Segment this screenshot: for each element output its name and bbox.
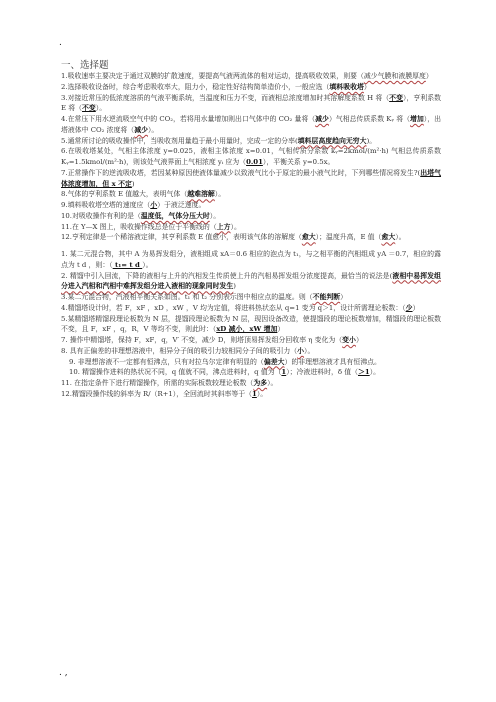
question-item: [61, 211, 441, 222]
question-text: ）的非理想溶液才具有恒沸点。: [284, 357, 381, 366]
question-text: ）: [363, 82, 371, 91]
question-text: 3.某二元混合物，汽液相平衡关系如图。t₁ 和 t₂ 分别表示图中相应点的温度。则（: [61, 293, 313, 301]
question-text: 8.气体的亨利系数 E 值越大，表明气体（: [61, 190, 188, 199]
answer-text: 填料层高度趋向无穷大: [297, 136, 367, 145]
question-text: 1. 某二元混合物，其中 A 为易挥发组分，液相组成 xA＝0.6 相应的泡点为 t₁，与之相平衡的汽相组成 yA ＝0.7，相应的露点为 t d ，则：（: [61, 250, 441, 269]
question-text: ）: [425, 72, 433, 80]
question-text: ），出塔液体中 CO₂ 浓度将（: [61, 115, 442, 134]
answer-text: 愈大: [301, 233, 316, 242]
footer-mark: . ,: [59, 668, 68, 678]
question-item: [61, 222, 441, 233]
question-text: ）。: [369, 368, 381, 377]
answer-text: 0.01: [246, 158, 263, 166]
question-item: [61, 357, 441, 368]
question-text: ）: [277, 325, 285, 334]
question-text: 3.对接近常压的低浓度溶质的气液平衡系统，当温度和压力不变，而液相总浓度增加时其溶解度系数 H 将（: [61, 93, 390, 102]
question-text: ）。: [267, 379, 278, 387]
answer-text: xD 减小，xW 增加: [216, 325, 278, 334]
question-text: ）: [355, 336, 363, 344]
question-item: [61, 378, 441, 389]
question-item: [61, 93, 441, 115]
question-text: ）；冷液进料时，δ 值（: [286, 368, 358, 377]
header-mark: .: [59, 38, 62, 48]
question-text: ）气相总传质系数 Kᵧ 将（: [328, 115, 410, 123]
question-text: 7. 操作中精馏塔，保持 F，xF，q，V′ 不变，减少 D，则塔顶易挥发组分回收率 η 变化为（: [61, 336, 343, 344]
section-title: 一、选择题: [61, 60, 109, 71]
question-text: 10.对吸收操作有利的是（: [61, 211, 141, 220]
question-item: [61, 82, 441, 93]
question-item: [61, 71, 441, 82]
answer-text: 液相中易挥发组分进入汽相和汽相中难挥发组分进入液相的现象同时发生: [61, 271, 441, 291]
answer-text: 偏差大: [263, 357, 285, 366]
question-text: ）。: [142, 260, 153, 269]
question-text: ): [131, 179, 135, 188]
question-text: ）。: [95, 104, 107, 113]
question-item: [61, 303, 441, 314]
answer-text: 为多: [253, 379, 268, 387]
answer-text: 小: [150, 201, 158, 209]
question-text: 12.亨利定律是一个稀溶液定律，其亨利系数 E 值愈小，表明该气体的溶解度（: [61, 233, 302, 242]
question-text: ): [233, 282, 236, 291]
question-text: 5.通常所讨论的吸收操作中，当吸收剂用量趋于最小用量时，完成一定的分率(: [61, 136, 298, 145]
question-text: 5.某精馏塔精馏段理论板数为 N 层，提馏段理论板数为 N 层，现因设备改造，使提馏段的理论板数增加，精馏段的理论板数不变，且 F，xF ，q，R，V 等均不变，则此时：（: [61, 314, 441, 334]
question-text: 6.在吸收塔某处，气相主体浓度 y=0.025，液相主体浓度 x=0.01，气相传质分系数 kᵧ=2kmol/(m²·h) 气相总传质系数 Kᵧ=1.5kmol/(m²·h)，则该处气液界面上气相浓度 yᵢ 应为（: [61, 147, 441, 166]
question-text: ）。: [147, 125, 159, 134]
question-item: [61, 346, 441, 357]
answer-text: 减少: [134, 125, 148, 134]
answer-text: 上方: [216, 222, 231, 231]
question-text: 1.吸收速率主要决定于通过双膜的扩散速度，要提高气液两流体的相对运动，提高吸收效果，则要（: [61, 72, 364, 80]
answer-text: 1: [281, 368, 287, 377]
answer-text: 1: [252, 389, 257, 398]
question-item: [61, 367, 441, 378]
question-text: ）。: [395, 233, 406, 242]
question-item: [61, 136, 441, 147]
answer-text: 小: [297, 346, 305, 355]
question-item: [61, 335, 441, 346]
question-text: ）。: [209, 211, 221, 220]
question-item: [61, 114, 441, 136]
answer-text: 出塔气体浓度增加，但 x 不定: [61, 168, 442, 188]
question-item: [61, 249, 441, 271]
question-text: 11. 在指定条件下进行精馏操作，所需的实际板数较理论板数（: [61, 379, 254, 387]
question-text: 4.精馏塔设计时，若 F，xF ，xD ，xW ，V 均为定值，将进料热状态从 q=1 变为 q＞1，设计所需理论板数：（: [61, 303, 406, 312]
answer-text: 越难溶解: [187, 190, 215, 199]
question-text: ）。: [214, 190, 226, 199]
question-text: 9.填料吸收塔空塔的速度应（: [61, 201, 151, 209]
question-item: [61, 389, 441, 400]
question-item: [61, 189, 441, 200]
question-text: ）。: [304, 346, 315, 355]
answer-text: 填料吸收塔: [329, 82, 364, 91]
question-text: 8. 具有正偏差的非理想溶液中，相异分子间的吸引力较相同分子间的吸引力（: [61, 346, 298, 355]
question-text: ）。: [256, 389, 268, 398]
question-text: )。: [366, 136, 377, 145]
question-item: [61, 168, 441, 190]
question-list: [61, 71, 441, 400]
question-item: [61, 271, 441, 293]
question-text: 2. 精馏中引入回流，下降的液相与上升的汽相发生传质使上升的汽相易挥发组分浓度提高，最恰当的说法是(: [61, 271, 393, 280]
question-text: ）于液泛速度。: [157, 201, 206, 209]
answer-text: 不变: [82, 104, 96, 113]
question-text: 10. 精馏操作进料的热状况不同，q 值就不同，沸点进料时，q 值为（: [69, 368, 282, 377]
question-text: 减少气膜和液膜厚度: [363, 72, 426, 80]
answer-text: 减少: [315, 115, 329, 123]
answer-text: 温度低，气体分压大时: [140, 211, 210, 220]
question-text: ）。: [230, 222, 241, 231]
question-text: ），平衡关系 y=0.5x。: [262, 158, 335, 166]
answer-text: 不变: [389, 93, 403, 102]
answer-text: ＞1: [358, 368, 370, 377]
question-item: [61, 232, 441, 243]
question-text: ）: [412, 303, 420, 312]
question-item: [61, 146, 441, 168]
question-text: 12.精馏段操作线的斜率为 R/（R+1），全回流时其斜率等于（: [61, 389, 253, 398]
question-text: 2.选择吸收设备时，综合考虑吸收率大，阻力小，稳定性好结构简单造价小，一般应选（: [61, 82, 330, 91]
question-item: [61, 200, 441, 211]
question-text: 11.在 Y—X 图上，吸收操作线总是位于平衡线的（: [61, 222, 217, 231]
answer-text: t₁= t d: [112, 260, 143, 269]
answer-text: 愈大: [381, 233, 396, 242]
question-text: ）；温度升高，E 值（: [315, 233, 382, 242]
question-text: ），亨利系数 E 将（: [61, 93, 441, 113]
answer-text: 少: [405, 303, 413, 312]
answer-text: 增加: [410, 115, 424, 123]
question-text: 7.正常操作下的逆流吸收塔，若因某种原因使液体量减少以致液气比小于原定的最小液气比时，下列哪些情况将发生?(: [61, 168, 421, 177]
question-text: 9. 非理想溶液不一定都有恒沸点，只有对拉乌尔定律有明显的（: [69, 357, 264, 366]
question-text: 4.在常压下用水逆流吸空气中的 CO₂，若将用水量增加则出口气体中的 CO₂ 量将（: [61, 115, 316, 123]
answer-text: 不能判断: [312, 293, 341, 301]
question-item: [61, 314, 441, 336]
question-text: ）: [340, 293, 348, 301]
question-item: [61, 292, 441, 303]
answer-text: 变小: [342, 336, 356, 344]
